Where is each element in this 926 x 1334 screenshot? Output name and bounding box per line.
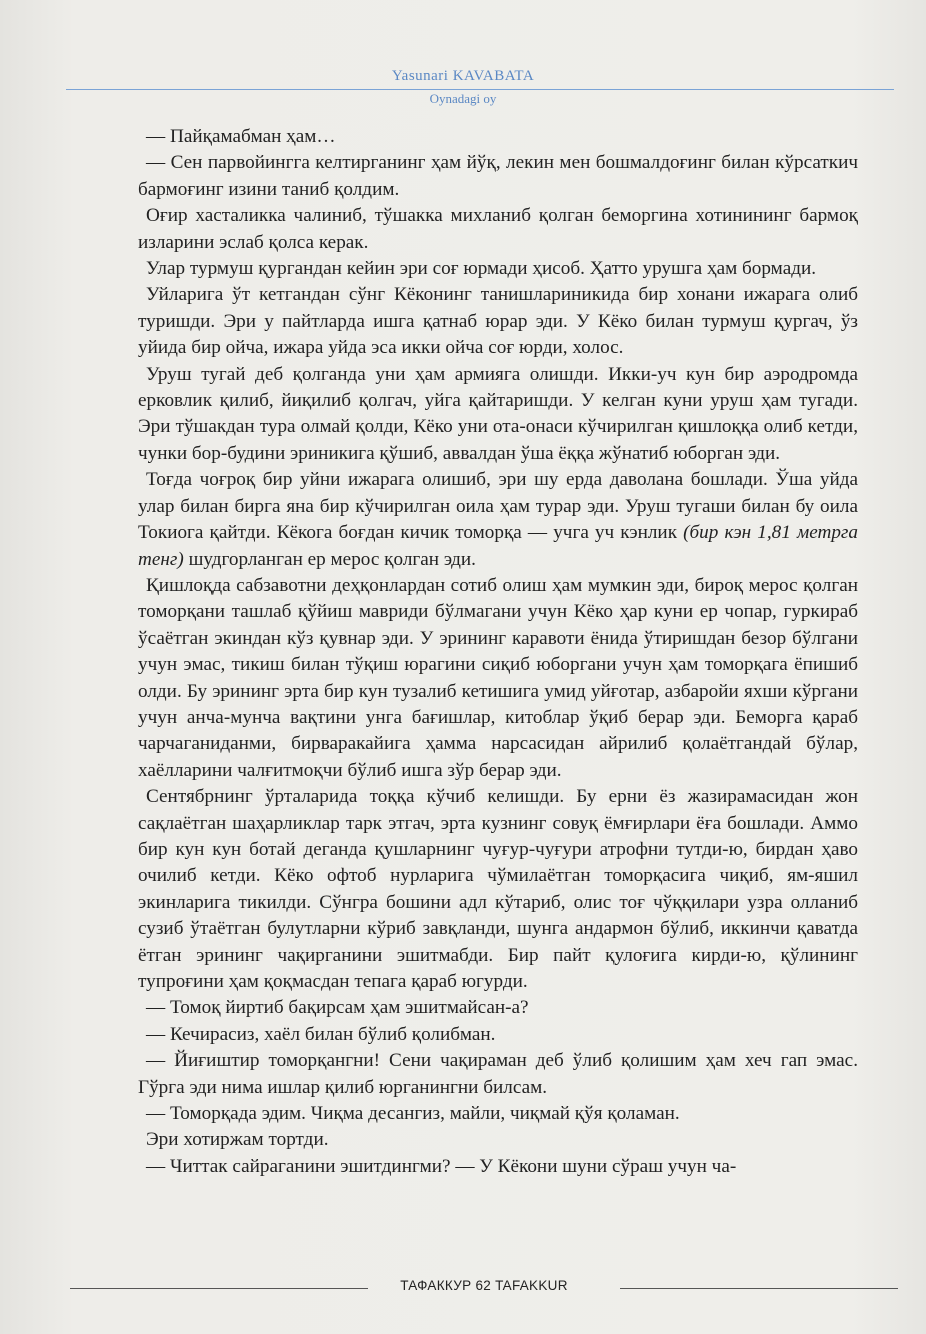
paragraph: — Томоқ йиртиб бақирсам ҳам эшитмайсан-а? xyxy=(146,997,529,1019)
paragraph-text: Тоғда чоғроқ бир уйни ижарага олишиб, эри шу ерда даволана бошлади. Ўша уйда улар билан бирга яна бир кўчирилган оила ҳам турар эди. Уруш тугаши билан бу оила Токиога қайтди. Кёкога боғдан кичик томорқа — учга уч кэнлик xyxy=(138,469,858,544)
paragraph: Оғир хасталикка чалиниб, тўшакка михланиб қолган беморгина хотинининг бармоқ изларини эслаб қолса керак. xyxy=(138,205,858,253)
paragraph: Сентябрнинг ўрталарида тоққа кўчиб келишди. Бу ерни ёз жазирамасидан жон сақлаётган шаҳарликлар тарк этгач, эрта кузнинг совуқ ёмғирлари ёға бошлади. Аммо бир кун кун ботай деганда қушларнинг чуғур-чуғури атрофни тутди-ю, бирдан ҳаво очилиб кетди. Кёко офтоб нурларига чўмилаётган томорқасига чиқиб, ям-яшил экинларига тикилди. Сўнгра бошини адл кўтариб, олис тоғ чўққилари узра олланиб сузиб ўтаётган булутларни кўриб завқланди, шунга андармон бўлиб, иккинчи қаватда ётган эрининг чақирганини эшитмабди. Бир пайт қулоғига кирди-ю, қўлининг тупроғини ҳам қоқмасдан тепага қараб югурди. xyxy=(138,786,858,992)
paragraph: — Читтак сайраганини эшитдингми? — У Кёкони шуни сўраш учун ча- xyxy=(146,1155,737,1177)
paragraph: — Йиғиштир томорқангни! Сени чақираман деб ўлиб қолишим ҳам хеч гап эмас. Гўрга эди нима ишлар қилиб юрганингни билсам. xyxy=(138,1050,858,1098)
paragraph: Эри хотиржам тортди. xyxy=(146,1129,329,1151)
paragraph: — Томорқада эдим. Чиқма десангиз, майли, чиқмай қўя қоламан. xyxy=(146,1103,680,1125)
header-author: Yasunari KAVABATA xyxy=(391,68,535,84)
footnote-inline: (бир кэн 1,81 метрга тенг) xyxy=(138,522,858,570)
paragraph: — Кечирасиз, хаёл билан бўлиб қолибман. xyxy=(146,1023,496,1045)
paragraph: Қишлоқда сабзавотни деҳқонлардан сотиб олиш ҳам мумкин эди, бироқ мерос қолган томорқани ташлаб қўйиш мавриди бўлмагани учун Кёко ҳар куни ер чопар, гуркираб ўсаётган экиндан кўз қувнар эди. У эрининг каравоти ёнида ўтиришдан безор бўлгани учун эмас, тикиш билан тўқиш юрагини сиқиб юборгани учун ҳам томорқага ёпишиб олди. Бу эрининг эрта бир кун тузалиб кетишига умид уйғотар, азбаройи яхши кўргани учун анча-мунча вақтини унга бағишлар, китоблар ўқиб берар эди. Беморга қараб чарчаганиданми, бирваракайига ҳамма нарсасидан айрилиб қолаётгандай бўлар, хаёлларини чалғитмоқчи бўлиб ишга зўр берар эди. xyxy=(138,574,858,781)
footer-rule-right xyxy=(620,1288,898,1289)
paragraph-text: шудгорланган ер мерос қолган эди. xyxy=(183,548,476,570)
footer-rule-left xyxy=(70,1288,368,1289)
paragraph: — Сен парвойингга келтирганинг ҳам йўқ, лекин мен бошмалдоғинг билан кўрсаткич бармоғинг изини таниб қолдим. xyxy=(138,152,858,200)
paragraph: — Пайқамабман ҳам… xyxy=(146,126,336,147)
footer-label: ТАФАККУР 62 TAFAKKUR xyxy=(400,1278,568,1293)
story-text xyxy=(138,124,858,1180)
page-footer xyxy=(70,1278,898,1298)
paragraph: Улар турмуш қургандан кейин эри соғ юрмади ҳисоб. Ҳатто урушга ҳам бормади. xyxy=(146,258,817,280)
paragraph: Уруш тугай деб қолганда уни ҳам армияга олишди. Икки-уч кун бир аэродромда ерковлик қилиб, йиқилиб қолгач, уйга қайтаришди. У келган куни уруш ҳам тугади. Эри тўшакдан тура олмай қолди, Кёко уни ота-онаси кўчирилган қишлоққа олиб кетди, чунки бор-будини эриникига қўшиб, аввалдан ўша ёққа жўнатиб юборган эди. xyxy=(138,363,858,464)
header-title: Oynadagi oy xyxy=(429,91,497,106)
paragraph: Уйларига ўт кетгандан сўнг Кёконинг танишлариникида бир хонани ижарага олиб туришди. Эри у пайтларда ишга қатнаб юрар эди. У Кёко билан турмуш қургач, ўз уйида бир ойча, ижара уйда эса икки ойча соғ юрди, холос. xyxy=(138,284,858,359)
paragraph-with-note xyxy=(138,467,858,573)
running-header xyxy=(0,64,926,114)
header-rule xyxy=(66,89,894,90)
